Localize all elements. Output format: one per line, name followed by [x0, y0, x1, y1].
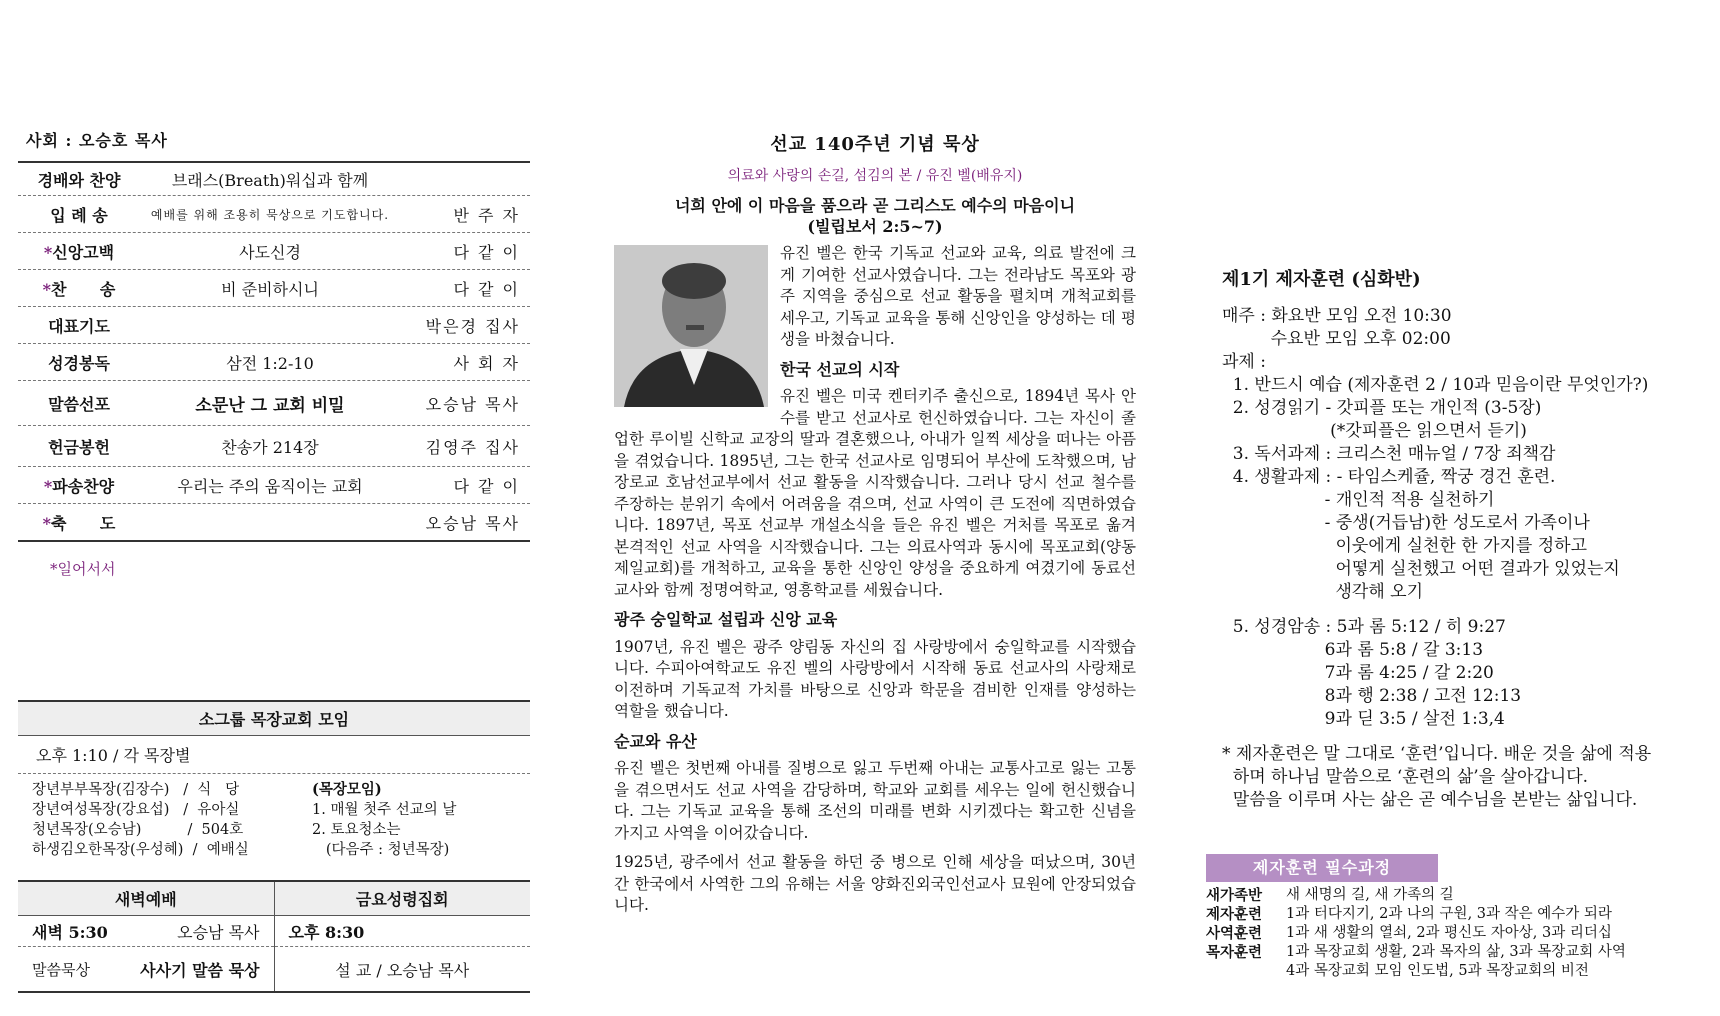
stand-note: *일어서서 [50, 560, 116, 578]
order-person: 반 주 자 [453, 205, 520, 225]
order-row [18, 196, 530, 233]
order-person: 오승남 목사 [425, 394, 520, 414]
stand-star: * [43, 476, 53, 496]
training-line: 말씀을 이루며 사는 삶은 곧 예수님을 본받는 삶입니다. [1222, 790, 1638, 810]
order-label [18, 511, 140, 534]
service-times [18, 880, 530, 993]
order-label-text: 경배와 찬양 [37, 170, 121, 190]
order-row [18, 381, 530, 426]
friday-service [274, 882, 531, 991]
training-line: 어떻게 실천했고 어떤 결과가 있었는지 [1222, 559, 1620, 579]
order-person: 다 같 이 [453, 279, 520, 299]
training-line: 9과 딛 3:5 / 살전 1:3,4 [1222, 709, 1505, 729]
order-label-text: 찬 송 [51, 279, 116, 299]
order-label-text: 성경봉독 [48, 353, 110, 373]
course-text: 1과 목장교회 생활, 2과 목자의 삶, 3과 목장교회 사역 [1286, 944, 1626, 960]
order-content: 우리는 주의 움직이는 교회 [177, 476, 363, 496]
order-label [18, 474, 140, 497]
section-paragraph-2: 1907년, 유진 벨은 광주 양림동 자신의 집 사랑방에서 숭일학교를 시작했습니다. 수피아여학교도 유진 벨의 사랑방에서 시작해 동료 선교사의 사랑채로 이전하며 기독교적 가치를 바탕으로 신앙과 학문을 겸비한 인재를 양성하는 역할을 했습니다. [614, 637, 1136, 720]
training-line: - 중생(거듭남)한 성도로서 가족이나 [1222, 513, 1590, 533]
course-label: 새가족반 [1206, 887, 1263, 904]
order-label-text: 말씀선포 [48, 394, 110, 414]
group-note-line: 2. 토요청소는 [312, 822, 401, 838]
section-paragraph-1: 유진 벨은 미국 켄터키주 출신으로, 1894년 목사 안수를 받고 선교사로 헌신하였습니다. 그는 자신이 졸업한 루이빌 신학교 교장의 딸과 결혼했으나, 아내가 일찍 세상을 떠나는 아픔을 겪었습니다. 1895년, 그는 한국 선교사로 임명되어 부산에 도착했으며, 남장로교 호남선교부에서 선교 활동을 시작했습니다. 그러나 당시 선교 철수를 주장하는 분위기 속에서 어려움을 겪으며, 선교 사역이 큰 도전에 직면하였습니다. 1897년, 목포 선교부 개설소식을 들은 유진 벨은 거처를 목포로 옮겨 본격적인 선교 사역을 시작했습니다. 그는 의료사역과 동시에 목포교회(양동제일교회)를 개척하고, 교육을 통한 신앙인 양성을 중요하게 여겼기에 동료선교사와 함께 정명여학교, 영흥학교를 세웠습니다. [614, 387, 1136, 599]
course-row [1206, 924, 1686, 943]
worship-order-column [18, 128, 528, 579]
order-content: 사도신경 [239, 242, 301, 262]
training-line: 수요반 모임 오후 02:00 [1222, 329, 1451, 349]
group-leader-line: 하생김오한목장(우성혜) / 예배실 [32, 842, 249, 858]
meditation-title: 선교 140주년 기념 묵상 [770, 134, 980, 155]
order-row [18, 504, 530, 542]
course-row [1206, 905, 1686, 924]
course-text: 새 새명의 길, 새 가족의 길 [1286, 887, 1454, 903]
order-person: 박은경 집사 [425, 316, 520, 336]
meditation-verse [614, 195, 1136, 237]
order-content: 예배를 위해 조용히 묵상으로 기도합니다. [150, 207, 390, 222]
training-line [1222, 604, 1712, 616]
training-line: 매주 : 화요반 모임 오전 10:30 [1222, 306, 1452, 326]
portrait-photo [614, 245, 768, 407]
small-group-notes-title: (목장모임) [312, 781, 382, 798]
course-label: 제자훈련 [1206, 906, 1263, 923]
order-label [18, 314, 140, 337]
course-row [1206, 962, 1686, 981]
order-person: 다 같 이 [453, 476, 520, 496]
order-label-text: 축 도 [51, 513, 116, 533]
training-line: 하며 하나님 말씀으로 ‘훈련의 삶’을 살아갑니다. [1222, 767, 1589, 787]
training-line: 생각해 오기 [1222, 582, 1423, 602]
verse-text: 너희 안에 이 마음을 품으라 곧 그리스도 예수의 마음이니 [674, 196, 1076, 215]
section-paragraph-4: 1925년, 광주에서 선교 활동을 하던 중 병으로 인해 세상을 떠났으며, 30년간 한국에서 사역한 그의 유해는 서울 양화진외국인선교사 묘원에 안장되었습니다. [614, 853, 1136, 914]
order-label-text: 파송찬양 [52, 476, 115, 496]
stand-star: * [42, 279, 52, 299]
dawn-word-label: 말씀묵상 [32, 960, 90, 979]
dawn-title: 새벽예배 [18, 882, 274, 916]
training-line: 4. 생활과제 : - 타임스케쥴, 짝궁 경건 훈련. [1222, 467, 1556, 487]
group-leader-line: 장년부부목장(김장수) / 식 당 [32, 782, 240, 798]
small-group-leaders [32, 780, 312, 860]
worship-leader: 사회 : 오승호 목사 [26, 131, 168, 150]
order-row [18, 307, 530, 344]
small-group-box [18, 700, 530, 866]
training-line: * 제자훈련은 말 그대로 ‘훈련’입니다. 배운 것을 삶에 적용 [1222, 744, 1652, 764]
meditation-column [614, 134, 1136, 925]
section-heading-1: 한국 선교의 시작 [780, 359, 900, 379]
order-person: 오승남 목사 [425, 513, 520, 533]
small-group-title: 소그룹 목장교회 모임 [18, 702, 530, 736]
section-heading-3: 순교와 유산 [614, 731, 697, 751]
order-label-text: 대표기도 [48, 316, 110, 336]
friday-time: 오후 8:30 [288, 922, 365, 942]
training-details [1222, 305, 1712, 812]
course-text: 1과 터다지기, 2과 나의 구원, 3과 작은 예수가 되라 [1286, 906, 1612, 922]
order-label [18, 277, 140, 300]
order-label [18, 240, 140, 263]
order-row [18, 467, 530, 504]
order-row [18, 233, 530, 270]
dawn-service [18, 882, 274, 991]
training-line: 6과 롬 5:8 / 갈 3:13 [1222, 640, 1484, 660]
group-note-line: (다음주 : 청년목장) [312, 842, 450, 858]
dawn-word-title: 사사기 말씀 묵상 [140, 960, 260, 980]
training-line: - 개인적 적용 실천하기 [1222, 490, 1495, 510]
order-person: 김영주 집사 [425, 437, 520, 457]
small-group-time: 오후 1:10 / 각 목장별 [18, 736, 530, 774]
order-person: 사 회 자 [453, 353, 520, 373]
order-row [18, 270, 530, 307]
order-label [18, 168, 140, 191]
training-line: (*갓피플은 읽으면서 듣기) [1222, 421, 1527, 441]
order-label-text: 신앙고백 [52, 242, 115, 262]
section-paragraph-3: 유진 벨은 첫번째 아내를 질병으로 잃고 두번째 아내는 교통사고로 잃는 고통을 겪으면서도 선교 사역을 감당하며, 학교와 교회를 세우는 일에 헌신했습니다. 그는 기독교 교육을 통해 조선의 미래를 변화 시키겠다는 확고한 신념을 가지고 사역을 이어갔습니다. [614, 759, 1136, 842]
order-row [18, 163, 530, 196]
required-course-list [1206, 886, 1686, 981]
group-note-line: 1. 매월 첫주 선교의 날 [312, 802, 457, 818]
order-content: 비 준비하시니 [221, 279, 319, 299]
training-line [1222, 731, 1712, 743]
course-label [1206, 962, 1286, 981]
order-label-text: 입 례 송 [50, 205, 108, 225]
order-content: 소문난 그 교회 비밀 [195, 395, 345, 416]
verse-reference: (빌립보서 2:5~7) [807, 217, 943, 236]
course-label: 사역훈련 [1206, 925, 1263, 942]
training-column [1222, 268, 1712, 812]
training-line: 8과 행 2:38 / 고전 12:13 [1222, 686, 1522, 706]
course-text: 4과 목장교회 모임 인도법, 5과 목장교회의 비전 [1286, 963, 1589, 979]
portrait-image [614, 245, 768, 407]
meditation-subtitle: 의료와 사랑의 손길, 섬김의 본 / 유진 벨(배유지) [727, 167, 1023, 184]
order-content: 브래스(Breath)워십과 함께 [171, 170, 369, 190]
dawn-person: 오승남 목사 [177, 922, 260, 942]
dawn-time: 새벽 5:30 [32, 922, 108, 942]
meditation-intro: 유진 벨은 한국 기독교 선교와 교육, 의료 발전에 크게 기여한 선교사였습니다. 그는 전라남도 목포와 광주 지역을 중심으로 선교 활동을 펼치며 개척교회를 세우고, 기독교 교육을 통해 신앙인을 양성하는 데 평생을 바쳤습니다. [780, 244, 1136, 348]
training-line: 2. 성경읽기 - 갓피플 또는 개인적 (3-5장) [1222, 398, 1542, 418]
section-heading-2: 광주 숭일학교 설립과 신앙 교육 [614, 610, 838, 629]
course-row [1206, 943, 1686, 962]
order-label [18, 392, 140, 415]
friday-title: 금요성령집회 [275, 882, 531, 916]
order-row [18, 344, 530, 381]
order-person: 다 같 이 [453, 242, 520, 262]
training-line: 이웃에게 실천한 한 가지를 정하고 [1222, 536, 1588, 556]
training-title: 제1기 제자훈련 (심화반) [1222, 269, 1421, 290]
order-row [18, 426, 530, 467]
course-label: 목자훈련 [1206, 944, 1263, 961]
training-line: 과제 : [1222, 352, 1266, 372]
training-line: 5. 성경암송 : 5과 롬 5:12 / 히 9:27 [1222, 617, 1506, 637]
small-group-notes [312, 780, 516, 860]
training-line: 7과 롬 4:25 / 갈 2:20 [1222, 663, 1494, 683]
friday-leader: 설 교 / 오승남 목사 [335, 960, 470, 980]
order-label [18, 203, 140, 226]
group-leader-line: 청년목장(오승남) / 504호 [32, 822, 244, 838]
order-label [18, 435, 140, 458]
course-row [1206, 886, 1686, 905]
training-line: 1. 반드시 예습 (제자훈련 2 / 10과 믿음이란 무엇인가?) [1222, 375, 1649, 395]
stand-star: * [43, 242, 53, 262]
course-text: 1과 새 생활의 열쇠, 2과 평신도 자아상, 3과 리더십 [1286, 925, 1612, 941]
order-content: 삼전 1:2-10 [226, 353, 314, 373]
required-course-banner: 제자훈련 필수과정 [1206, 854, 1438, 882]
stand-star: * [42, 513, 52, 533]
group-leader-line: 장년여성목장(강요섭) / 유아실 [32, 802, 240, 818]
order-label [18, 351, 140, 374]
worship-order-table [18, 161, 530, 542]
order-content: 찬송가 214장 [221, 437, 319, 457]
training-line: 3. 독서과제 : 크리스천 매뉴얼 / 7장 죄책감 [1222, 444, 1556, 464]
order-label-text: 헌금봉헌 [48, 437, 110, 457]
